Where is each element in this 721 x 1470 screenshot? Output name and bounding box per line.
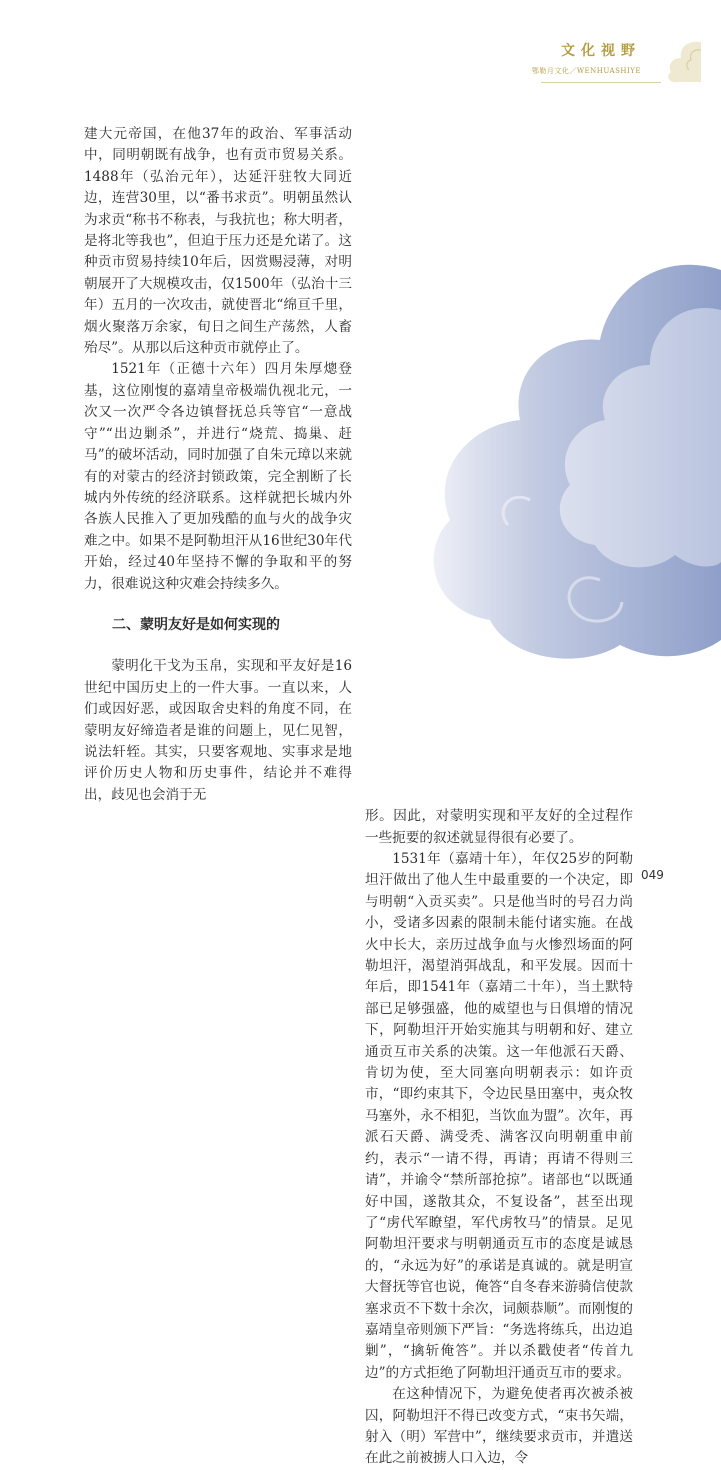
paragraph: 建大元帝国，在他37年的政治、军事活动中，同明朝既有战争，也有贡市贸易关系。1488年（弘治元年），达延汗驻牧大同近边，连营30里，以“番书求贡”。明朝虽然认为求贡“称书不称表，与我抗也；称大明者，是将北等我也”，但迫于压力还是允诺了。这种贡市贸易持续10年后，因赏赐浸薄，对明朝展开了大规模攻击，仅1500年（弘治十三年）五月的一次攻击，就使晋北“绵亘千里，烟火聚落万余家，旬日之间生产荡然，人畜殆尽”。从那以后这种贡市就停止了。 bbox=[84, 126, 352, 357]
header-divider bbox=[541, 82, 661, 83]
section-header bbox=[532, 40, 641, 76]
section-heading: 二、蒙明友好是如何实现的 bbox=[112, 616, 280, 633]
left-column bbox=[84, 124, 352, 806]
paragraph: 在这种情况下，为避免使者再次被杀被囚，阿勒坦汗不得已改变方式，“束书矢端，射入（明）军营中”，继续要求贡市，并遣送在此之前被掳人口入边，令 bbox=[365, 1386, 633, 1467]
page-number: 049 bbox=[641, 868, 664, 882]
right-column bbox=[365, 806, 633, 1470]
cloud-decoration bbox=[360, 250, 721, 670]
header-subtitle: 鄂勒月文化／WENHUASHIYE bbox=[531, 67, 641, 75]
header-title: 文化视野 bbox=[561, 43, 641, 59]
paragraph: 1531年（嘉靖十年），年仅25岁的阿勒坦汗做出了他人生中最重要的一个决定，即与明朝“入贡买卖”。只是他当时的号召力尚小，受诸多因素的限制未能付诸实施。在战火中长大，亲历过战争血与火惨烈场面的阿勒坦汗，渴望消弭战乱，和平发展。因而十年后，即1541年（嘉靖二十年），当土默特部已足够强盛，他的威望也与日俱增的情况下，阿勒坦汗开始实施其与明朝和好、建立通贡互市关系的决策。这一年他派石天爵、肯切为使，至大同塞向明朝表示：如许贡市，“即约束其下，令边民垦田塞中，夷众牧马塞外，永不相犯，当饮血为盟”。次年，再派石天爵、满受秃、满客汉向明朝重申前约，表示“一请不得，再请；再请不得则三请”，并谕令“禁所部抢掠”。诸部也“以既通好中国，遂散其众，不复设备”，甚至出现了“虏代军瞭望，军代虏牧马”的情景。足见阿勒坦汗要求与明朝通贡互市的态度是诚恳的，“永远为好”的承诺是真诚的。就是明宣大督抚等官也说，俺答“自冬春来游骑信使款塞求贡不下数十余次，词颇恭顺”。而刚愎的嘉靖皇帝则颁下严旨：“务选将练兵，出边追剿”，“擒斩俺答”。并以杀戳使者“传首九边”的方式拒绝了阿勒坦汗通贡互市的要求。 bbox=[365, 851, 633, 1381]
paragraph: 形。因此，对蒙明实现和平友好的全过程作一些扼要的叙述就显得很有必要了。 bbox=[365, 808, 633, 846]
paragraph: 1521年（正德十六年）四月朱厚熜登基，这位刚愎的嘉靖皇帝极端仇视北元，一次又一次严令各边镇督抚总兵等官“一意战守”“出边剿杀”，并进行“烧荒、捣巢、赶马”的破坏活动，同时加强了自朱元璋以来就有的对蒙古的经济封锁政策，完全割断了长城内外传统的经济联系。这样就把长城内外各族人民推入了更加残酷的血与火的战争灾难之中。如果不是阿勒坦汗从16世纪30年代开始，经过40年坚持不懈的争取和平的努力，很难说这种灾难会持续多久。 bbox=[84, 361, 352, 592]
cloud-ornament-icon bbox=[647, 40, 701, 84]
paragraph: 蒙明化干戈为玉帛，实现和平友好是16世纪中国历史上的一件大事。一直以来，人们或因好恶，或因取舍史料的角度不同，在蒙明友好缔造者是谁的问题上，见仁见智，说法轩轾。其实，只要客观地、实事求是地评价历史人物和历史事件，结论并不难得出，歧见也会消于无 bbox=[84, 658, 352, 803]
